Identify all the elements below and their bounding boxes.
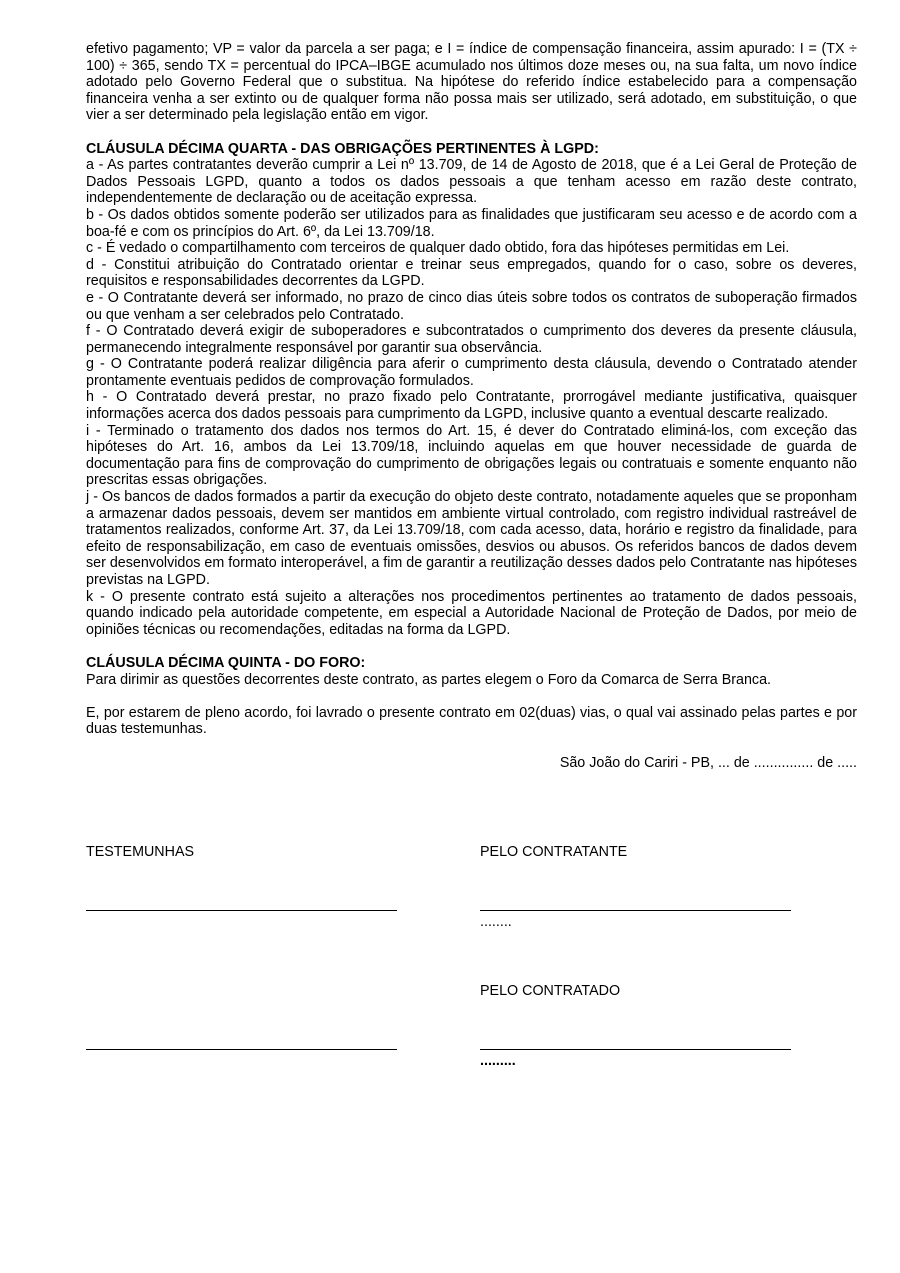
witnesses-label: TESTEMUNHAS <box>86 844 195 860</box>
clause-14-item-b: b - Os dados obtidos somente poderão ser utilizados para as finalidades que justificaram seu acesso e de acordo com a boa-fé e com os princípios do Art. 6º, da Lei 13.709/18. <box>86 206 857 240</box>
clause-14-item-c: c - É vedado o compartilhamento com terceiros de qualquer dado obtido, fora das hipóteses permitidas em Lei. <box>86 240 790 257</box>
clause-14-item-h: h - O Contratado deverá prestar, no prazo fixado pelo Contratante, prorrogável mediante justificativa, quaisquer informações acerca dos dados pessoais para cumprimento da LGPD, inclusive quanto a eventual descarte realizado. <box>86 389 857 423</box>
contractor-label: PELO CONTRATANTE <box>480 844 628 860</box>
witness-1-signature-line <box>86 910 397 912</box>
place-date: São João do Cariri - PB, ... de ............... de ..... <box>559 754 857 771</box>
clause-15-title: CLÁUSULA DÉCIMA QUINTA - DO FORO: <box>86 654 366 671</box>
contracted-label: PELO CONTRATADO <box>480 983 621 999</box>
contractor-name-placeholder: ........ <box>480 914 512 930</box>
clause-14-item-k: k - O presente contrato está sujeito a alterações nos procedimentos pertinentes ao tratamento de dados pessoais, quando indicado pela autoridade competente, em especial a Autoridade Nacional de Proteção de Dados, por meio de opiniões técnicas ou recomendações, editadas na forma da LGPD. <box>86 588 857 638</box>
clause-14-item-j: j - Os bancos de dados formados a partir da execução do objeto deste contrato, notadamente aqueles que se proponham a armazenar dados pessoais, devem ser mantidos em ambiente virtual controlado, com registro individual rastreável de tratamentos realizados, conforme Art. 37, da Lei 13.709/18, com cada acesso, data, horário e registro da finalidade, para efeito de responsabilização, em caso de eventuais omissões, desvios ou abusos. Os referidos bancos de dados devem ser desenvolvidos em formato interoperável, a fim de garantir a reutilização desses dados pelo Contratante nas hipóteses previstas na LGPD. <box>86 489 857 588</box>
intro-paragraph: efetivo pagamento; VP = valor da parcela a ser paga; e I = índice de compensação financeira, assim apurado: I = (TX ÷ 100) ÷ 365, sendo TX = percentual do IPCA–IBGE acumulado nos últimos doze meses ou, na sua falta, um novo índice adotado pelo Governo Federal que o substitua. Na hipótese do referido índice estabelecido para a compensação financeira venha a ser extinto ou de qualquer forma não possa mais ser utilizado, será adotado, em substituição, o que vier a ser determinado pela legislação então em vigor. <box>86 41 857 124</box>
clause-14-item-i: i - Terminado o tratamento dos dados nos termos do Art. 15, é dever do Contratado eliminá-los, com exceção das hipóteses do Art. 16, ambos da Lei 13.709/18, incluindo aquelas em que houver necessidade de guarda de documentação para fins de comprovação do cumprimento de obrigações legais ou contratuais e somente enquanto não prescritas essas obrigações. <box>86 422 857 489</box>
clause-14-item-d: d - Constitui atribuição do Contratado orientar e treinar seus empregados, quando for o caso, sobre os deveres, requisitos e responsabilidades decorrentes da LGPD. <box>86 256 857 290</box>
witness-2-signature-line <box>86 1049 397 1051</box>
clause-14-item-f: f - O Contratado deverá exigir de suboperadores e subcontratados o cumprimento dos deveres da presente cláusula, permanecendo integralmente responsável por garantir sua observância. <box>86 323 857 356</box>
clause-14-item-e: e - O Contratante deverá ser informado, no prazo de cinco dias úteis sobre todos os contratos de suboperação firmados ou que venham a ser celebrados pelo Contratado. <box>86 289 857 323</box>
clause-15-text: Para dirimir as questões decorrentes deste contrato, as partes elegem o Foro da Comarca de Serra Branca. <box>86 671 772 688</box>
clause-14-item-a: a - As partes contratantes deverão cumprir a Lei nº 13.709, de 14 de Agosto de 2018, que é a Lei Geral de Proteção de Dados Pessoais LGPD, quanto a todos os dados pessoais a que tenham acesso em razão deste contrato, independentemente de declaração ou de aceitação expressa. <box>86 157 857 207</box>
closing-paragraph: E, por estarem de pleno acordo, foi lavrado o presente contrato em 02(duas) vias, o qual vai assinado pelas partes e por duas testemunhas. <box>86 704 857 738</box>
contracted-signature-line <box>480 1049 791 1051</box>
contracted-name-placeholder: ......... <box>480 1053 516 1069</box>
document-body <box>86 41 857 771</box>
clause-14-title: CLÁUSULA DÉCIMA QUARTA - DAS OBRIGAÇÕES PERTINENTES À LGPD: <box>86 140 599 157</box>
contractor-signature-line <box>480 910 791 912</box>
clause-14-item-g: g - O Contratante poderá realizar diligência para aferir o cumprimento desta cláusula, devendo o Contratado atender prontamente eventuais pedidos de comprovação formulados. <box>86 356 857 389</box>
